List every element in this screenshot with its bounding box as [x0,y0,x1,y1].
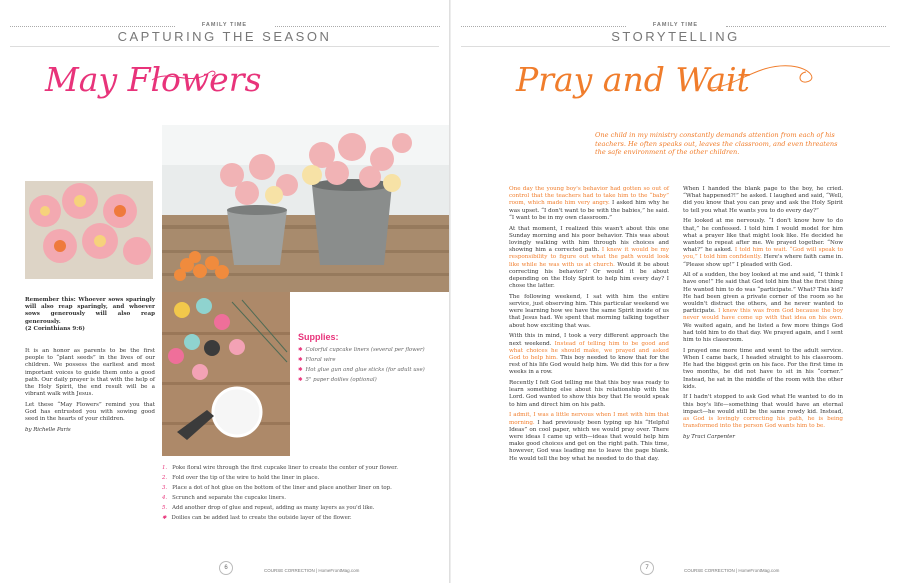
title-swirl-icon [706,58,826,94]
title-swirl-icon [150,66,220,86]
body-text: This boy needed to know that for the rest of his life God would help him. We did this for a few weeks in a row. [509,354,670,376]
left-page [0,0,449,583]
body-text: The following weekend, I sat with him the entire service, just observing him. This particular weekend we were learning how we have the same Spirit inside of us that Jesus had. We spent that morning talking together about how exciting that was. [509,293,669,329]
supply-item: ✱ Colorful cupcake liners (several per flower) [298,347,425,353]
supply-item: ✱ Hot glue gun and glue sticks (for adult use) [298,367,425,373]
section-kicker: FAMILY TIME [652,22,699,28]
body-text: All of a sudden, the boy looked at me and said, “I think I have one!” He said that God told him that the first thing He wanted him to do was “participate.” What? This kid? He had been given a private corner of the room so he wouldn't distract the others, and he never wanted to participate. [683,272,843,315]
body-text: When I handed the blank page to the boy, he cried. “What happened?!” he asked. I laughed and said, “Well, did you know that you can pray and ask the Holy Spirit to tell you what He wants you to do every day?” [683,186,843,214]
body-paragraph [509,226,669,291]
supplies-list [298,332,438,385]
step-item: 2. Fold over the tip of the wire to hold the liner in place. [162,475,320,481]
header-underline [10,46,439,47]
asterisk-icon: ✱ [298,347,303,353]
supply-item: ✱ 5" paper doilies (optional) [298,377,377,383]
article-title: May Flowers [45,60,262,99]
header-underline [461,46,890,47]
asterisk-icon: ✱ [298,367,303,373]
body-text: We waited again, and he listed a few more things God had told him to do that day. We prayed again, and I sent him to his classroom. [683,322,843,344]
page-footer: COURSE CORRECTION | HomeFrontMag.com [684,568,780,573]
byline: by Richelle Paris [25,427,71,434]
body-paragraph [509,333,669,376]
section-header [0,22,449,44]
body-paragraph: It is an honor as parents to be the first people to “plant seeds” in the lives of our children. We possess the earliest and most important voices to guide them onto a good path. Our daily prayer is that with the help of the Holy Spirit, the end result will be a vibrant walk with Jesus. [25,348,155,398]
body-paragraph [683,394,843,430]
byline: by Traci Carpenter [683,434,736,440]
step-item: 3. Place a dot of hot glue on the bottom of the liner and place another liner on top. [162,485,392,491]
step-item: 1. Poke floral wire through the first cupcake liner to create the center of your flower. [162,465,398,471]
right-page [451,0,900,583]
article-intro: One child in my ministry constantly demands attention from each of his teachers. He often speaks out, leaves the classroom, and even threatens the safe environment of the other children. [595,131,838,156]
body-paragraph [683,272,843,344]
body-text: If I hadn't stopped to ask God what He wanted to do in this boy's life—something that would have an eternal impact—he would still be the same rowdy kid. Instead, [683,394,843,415]
highlighted-text: I told him to wait. “God will speak to you,” I told him confidently. [683,247,844,261]
body-column-2 [683,186,843,445]
highlighted-text: I knew it would be my responsibility to figure out what the path would look like while he was with us at church. [509,247,669,268]
highlighted-text: One day the young boy's behavior had gotten so out of control that the teachers had to take him to the “baby” room, which made him very angry. [509,186,669,207]
page-number: 7 [640,561,654,575]
body-text: He looked at me nervously. “I don't know how to do that,” he confessed. I told him I would model for him what a prayer like that might look like. He decided he wanted to repeat after me. We prayed together. “Now what?” he asked. [683,218,843,254]
step-item: 4. Scrunch and separate the cupcake liners. [162,495,286,501]
body-text: At that moment, I realized this wasn't about this one Sunday morning and his poor behavior. This was about lovingly walking with him through his choices and showing him a corrected path. [509,225,669,254]
photo-paper-flowers [25,181,153,279]
body-text: With this in mind, I took a very different approach the next weekend. [509,333,669,347]
body-paragraph [509,294,669,330]
body-text: I had previously been typing up his “Helpful Ideas” on cool paper, which we would pray over. There were ideas I came up with—ideas that would help him make good choices and get on the right path. This time, however, God was leading me to leave the page blank. He would tell the boy what he needed to do that day. [509,419,669,462]
body-paragraph [683,218,843,268]
highlighted-text: I admit, I was a little nervous when I met with him that morning. [509,412,669,426]
step-item: 5. Add another drop of glue and repeat, adding as many layers as you'd like. [162,505,375,511]
asterisk-icon: ✱ [298,357,303,363]
supply-item: ✱ Floral wire [298,357,336,363]
supplies-heading: Supplies: [298,332,339,342]
highlighted-text: I knew this was from God because the boy never would have come up with that idea on his own. [683,308,843,322]
quote-text: Remember this: Whoever sows sparingly will also reap sparingly, and whoever sows generously will also reap generously. [25,297,155,325]
body-text: Would it be about correcting his behavior? Or would it be about depending on the Holy Spirit to help him every day? I chose the latter. [509,261,669,290]
photo-supplies [162,292,290,456]
step-item: ✱ Doilies can be added last to create the outside layer of the flower. [162,515,352,521]
section-title: STORYTELLING [611,29,740,44]
section-kicker: FAMILY TIME [201,22,248,28]
body-paragraph [509,412,669,462]
section-header [451,22,900,44]
left-body [25,348,155,438]
body-column-1 [509,186,669,466]
body-text: I asked him why he was upset. “I don't want to be with the babies,” he said. “I want to be in my own classroom.” [509,200,669,221]
photo-flowers-bucket [162,125,449,292]
body-text: Recently I felt God telling me that this boy was ready to learn something else about his relationship with the Lord. God wanted to show this boy that He would speak to him and direct him on his path. [509,380,669,408]
page-number: 6 [219,561,233,575]
section-title: CAPTURING THE SEASON [117,29,332,44]
page-footer: COURSE CORRECTION | HomeFrontMag.com [264,568,360,573]
body-paragraph: Let these “May Flowers” remind you that God has entrusted you with sowing good seed in the hearts of your children. [25,401,155,423]
body-paragraph [509,186,669,222]
article-title: Pray and Wait [516,60,750,99]
scripture-quote [25,297,155,333]
body-paragraph [683,348,843,391]
body-paragraph [683,186,843,215]
asterisk-icon: ✱ [298,377,303,383]
highlighted-text: Instead of telling him to be good and what choices he should make, we prayed and asked God to help him. [509,340,669,361]
body-text: Here's where faith came in. “Please show up!” I pleaded with God. [683,254,843,268]
quote-reference: (2 Corinthians 9:6) [25,325,85,332]
body-text: I prayed one more time and went to the adult service. When I came back, I headed straight to his classroom. He had the biggest grin on his face. For the first time in two months, he did not have to sit in his “corner.” Instead, he sat in the middle of the room with the other kids. [683,347,843,390]
steps-list [162,463,412,523]
highlighted-text: as God is lovingly correcting his path, he is being transformed into the person God wants him to be. [683,416,843,430]
body-paragraph [509,380,669,409]
